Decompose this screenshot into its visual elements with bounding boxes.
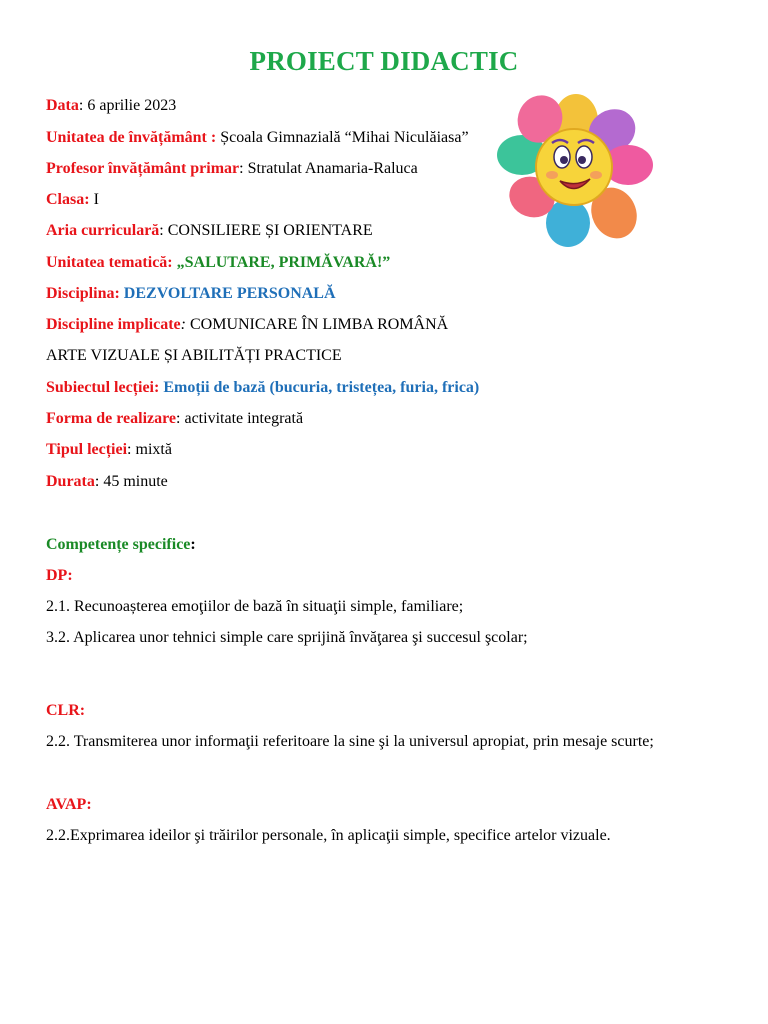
- teacher-label: Profesor învățământ primar: [46, 160, 240, 177]
- lesson-subject-line: [46, 378, 479, 398]
- curricular-area-label: Aria curriculară: [46, 222, 160, 239]
- duration-value: : 45 minute: [94, 473, 168, 490]
- avap-item: 2.2.Exprimarea ideilor şi trăirilor personale, în aplicaţii simple, specifice artelor vizuale.: [46, 827, 611, 844]
- discipline-value: DEZVOLTARE PERSONALĂ: [119, 285, 336, 302]
- class-line: [46, 190, 99, 210]
- school-label: Unitatea de învățământ :: [46, 129, 217, 146]
- form-line: [46, 409, 303, 429]
- lesson-type-line: [46, 440, 172, 460]
- flower-face: [536, 129, 612, 205]
- school-line: [46, 128, 469, 148]
- competences-heading-colon: :: [190, 536, 196, 553]
- dp-item: 3.2. Aplicarea unor tehnici simple care sprijină învăţarea şi succesul şcolar;: [46, 629, 528, 646]
- curricular-area-line: [46, 221, 373, 241]
- arts-line: [46, 346, 342, 366]
- discipline-line: [46, 284, 336, 304]
- thematic-unit-line: [46, 253, 390, 273]
- avap-heading: AVAP:: [46, 796, 92, 813]
- class-label: Clasa:: [46, 191, 90, 208]
- teacher-line: [46, 159, 418, 179]
- thematic-unit-separator: :: [167, 254, 177, 271]
- face-circle: [536, 129, 612, 205]
- right-pupil: [578, 156, 586, 164]
- involved-disciplines-colon: :: [180, 316, 186, 333]
- thematic-unit-label: Unitatea tematică: [46, 254, 168, 271]
- date-label: Data: [46, 97, 79, 114]
- competences-heading-text: Competențe specifice: [46, 536, 191, 553]
- duration-line: [46, 472, 168, 492]
- school-value: Școala Gimnazială “Mihai Niculăiasa”: [216, 129, 469, 146]
- clr-item: 2.2. Transmiterea unor informaţii referitoare la sine şi la universul apropiat, prin mesaje scurte;: [46, 733, 654, 750]
- thematic-unit-value: „SALUTARE, PRIMĂVARĂ!”: [176, 254, 391, 271]
- discipline-label: Disciplina:: [46, 285, 120, 302]
- arts-value: ARTE VIZUALE ȘI ABILITĂȚI PRACTICE: [46, 347, 342, 364]
- clr-heading: CLR:: [46, 702, 86, 719]
- date-line: [46, 96, 176, 116]
- document-title: PROIECT DIDACTIC: [249, 46, 519, 76]
- involved-disciplines-label: Discipline implicate: [46, 316, 181, 333]
- duration-label: Durata: [46, 473, 95, 490]
- involved-disciplines-value: COMUNICARE ÎN LIMBA ROMÂNĂ: [185, 316, 449, 333]
- smiling-flower-icon: [494, 93, 658, 251]
- teacher-value: : Stratulat Anamaria-Raluca: [239, 160, 418, 177]
- lesson-subject-label: Subiectul lecției:: [46, 379, 160, 396]
- lesson-type-label: Tipul lecției: [46, 441, 128, 458]
- lesson-type-value: : mixtă: [127, 441, 172, 458]
- involved-disciplines-line: [46, 315, 448, 335]
- curricular-area-value: : CONSILIERE ȘI ORIENTARE: [159, 222, 373, 239]
- left-cheek: [546, 171, 558, 179]
- dp-item: 2.1. Recunoașterea emoţiilor de bază în situaţii simple, familiare;: [46, 598, 464, 615]
- competences-heading: [46, 535, 196, 555]
- left-pupil: [560, 156, 568, 164]
- lesson-subject-value: Emoții de bază (bucuria, tristețea, furia, frica): [159, 379, 480, 396]
- date-value: : 6 aprilie 2023: [78, 97, 177, 114]
- class-value: I: [89, 191, 99, 208]
- dp-heading: DP:: [46, 567, 73, 584]
- form-label: Forma de realizare: [46, 410, 177, 427]
- form-value: : activitate integrată: [176, 410, 304, 427]
- right-cheek: [590, 171, 602, 179]
